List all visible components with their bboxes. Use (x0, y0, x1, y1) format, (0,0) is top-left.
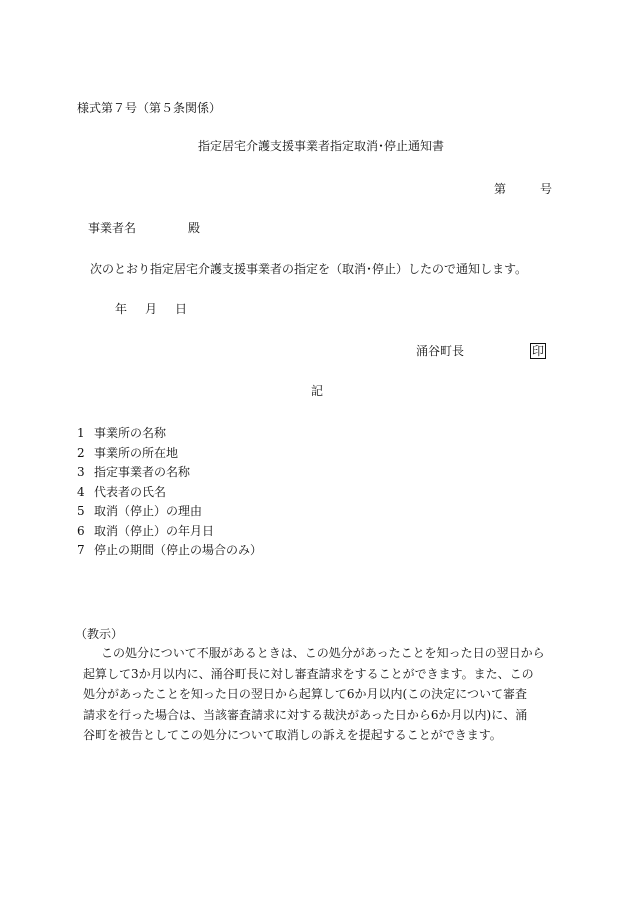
addressee-label: 事業者名 (88, 221, 137, 235)
issuer (416, 343, 546, 359)
list-item (77, 424, 262, 444)
kyoji-body (83, 643, 563, 746)
document-title: 指定居宅介護支援事業者指定取消･停止通知書 (198, 139, 445, 153)
item-number: 1 (77, 426, 85, 440)
kyoji-line: 起算して3か月以内に、涌谷町長に対し審査請求をすることができます。また、この (83, 666, 534, 681)
seal-mark: 印 (532, 344, 545, 358)
list-item (77, 483, 262, 503)
item-label: 代表者の氏名 (94, 484, 167, 499)
item-number: 5 (77, 504, 85, 518)
date-line (115, 301, 187, 317)
list-item (77, 522, 262, 542)
number-prefix: 第 (494, 182, 507, 196)
kyoji-line: 谷町を被告としてこの処分について取消しの訴えを提起することができます。 (83, 728, 502, 742)
kyoji-line: この処分について不服があるときは、この処分があったことを知った日の翌日から (101, 646, 545, 660)
item-number: 6 (77, 523, 85, 538)
item-label: 事業所の所在地 (94, 445, 179, 460)
issuer-title: 涌谷町長 (416, 344, 465, 358)
kyoji-heading: （教示） (75, 627, 124, 641)
item-number: 3 (77, 465, 85, 479)
item-label: 指定事業者の名称 (94, 465, 191, 479)
intro-text: 次のとおり指定居宅介護支援事業者の指定を（取消･停止）したので通知します。 (90, 262, 528, 276)
item-number: 2 (77, 445, 85, 460)
date-day: 日 (175, 302, 188, 316)
kyoji-line: 請求を行った場合は、当該審査請求に対する裁決があった日から6か月以内)に、涌 (83, 707, 528, 722)
form-label: 様式第７号（第５条関係） (77, 101, 222, 115)
ki-heading: 記 (311, 384, 324, 398)
number-suffix: 号 (540, 182, 553, 196)
list-item (77, 444, 262, 464)
item-number: 7 (77, 543, 85, 557)
list-item (77, 541, 262, 561)
item-label: 停止の期間（停止の場合のみ） (94, 543, 263, 557)
item-label: 事業所の名称 (94, 426, 167, 440)
item-label: 取消（停止）の年月日 (94, 523, 215, 538)
date-year: 年 (115, 302, 128, 316)
date-month: 月 (145, 302, 158, 316)
list-item (77, 502, 262, 522)
addressee-honorific: 殿 (188, 221, 201, 235)
item-number: 4 (77, 484, 85, 499)
addressee (88, 220, 200, 236)
item-label: 取消（停止）の理由 (94, 504, 203, 518)
item-list (77, 424, 262, 561)
document-number (494, 181, 552, 197)
kyoji-line: 処分があったことを知った日の翌日から起算して6か月以内(この決定について審査 (83, 687, 527, 701)
list-item (77, 463, 262, 483)
